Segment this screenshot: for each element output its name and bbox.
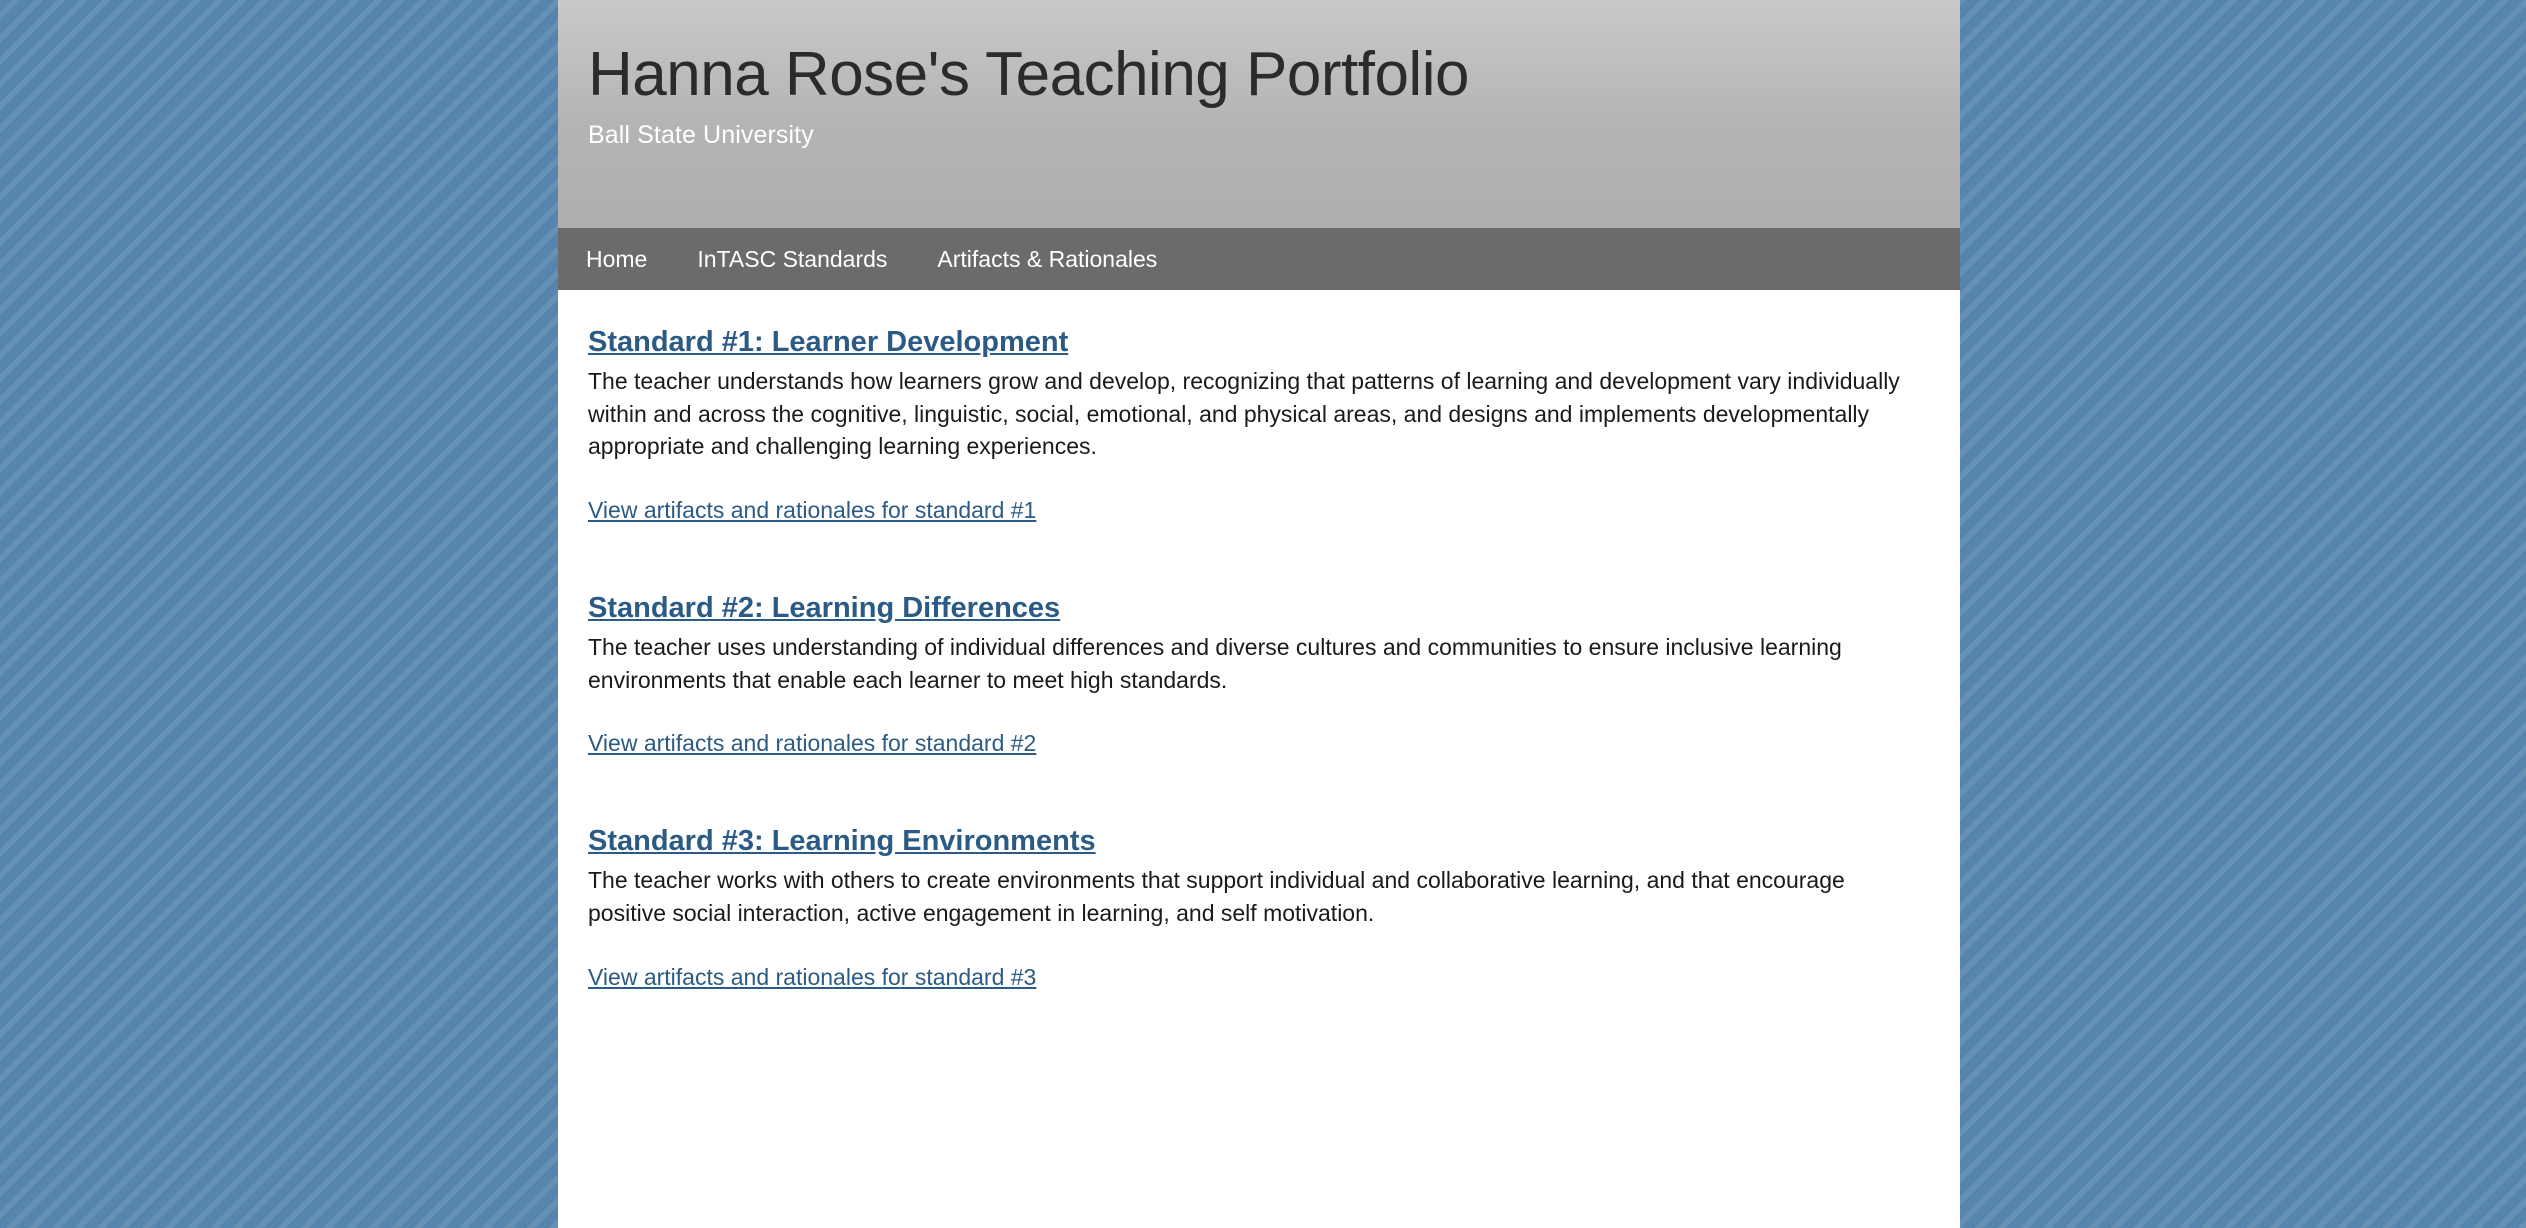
standard-block: [588, 825, 1930, 990]
main-navigation: [558, 228, 1960, 290]
standard-artifacts-link[interactable]: View artifacts and rationales for standard #2: [588, 730, 1037, 757]
standard-block: [588, 592, 1930, 757]
standard-artifacts-link[interactable]: View artifacts and rationales for standard #1: [588, 496, 1037, 523]
site-header: [558, 0, 1960, 228]
page-subtitle: Ball State University: [588, 121, 814, 150]
nav-item-home[interactable]: Home: [586, 245, 648, 272]
nav-item-intasc-standards[interactable]: InTASC Standards: [697, 245, 888, 272]
standard-title-link[interactable]: Standard #3: Learning Environments: [588, 825, 1096, 858]
standard-description: The teacher understands how learners grow and develop, recognizing that patterns of learning and development vary individually within and across the cognitive, linguistic, social, emotional, and physical areas, and designs and implements developmentally appropriate and challenging learning experiences.: [588, 368, 1900, 460]
standard-description: The teacher uses understanding of individual differences and diverse cultures and communities to ensure inclusive learning environments that enable each learner to meet high standards.: [588, 633, 1842, 693]
standard-block: [588, 326, 1930, 524]
nav-item-artifacts-rationales[interactable]: Artifacts & Rationales: [937, 245, 1158, 272]
standard-artifacts-link[interactable]: View artifacts and rationales for standard #3: [588, 963, 1037, 990]
page-container: [558, 0, 1960, 1228]
standard-title-link[interactable]: Standard #2: Learning Differences: [588, 591, 1061, 624]
standard-description: The teacher works with others to create environments that support individual and collaborative learning, and that encourage positive social interaction, active engagement in learning, and self motivation.: [588, 867, 1845, 926]
main-content: [558, 290, 1960, 1228]
standard-title-link[interactable]: Standard #1: Learner Development: [588, 326, 1069, 358]
page-title: Hanna Rose's Teaching Portfolio: [588, 40, 1469, 109]
